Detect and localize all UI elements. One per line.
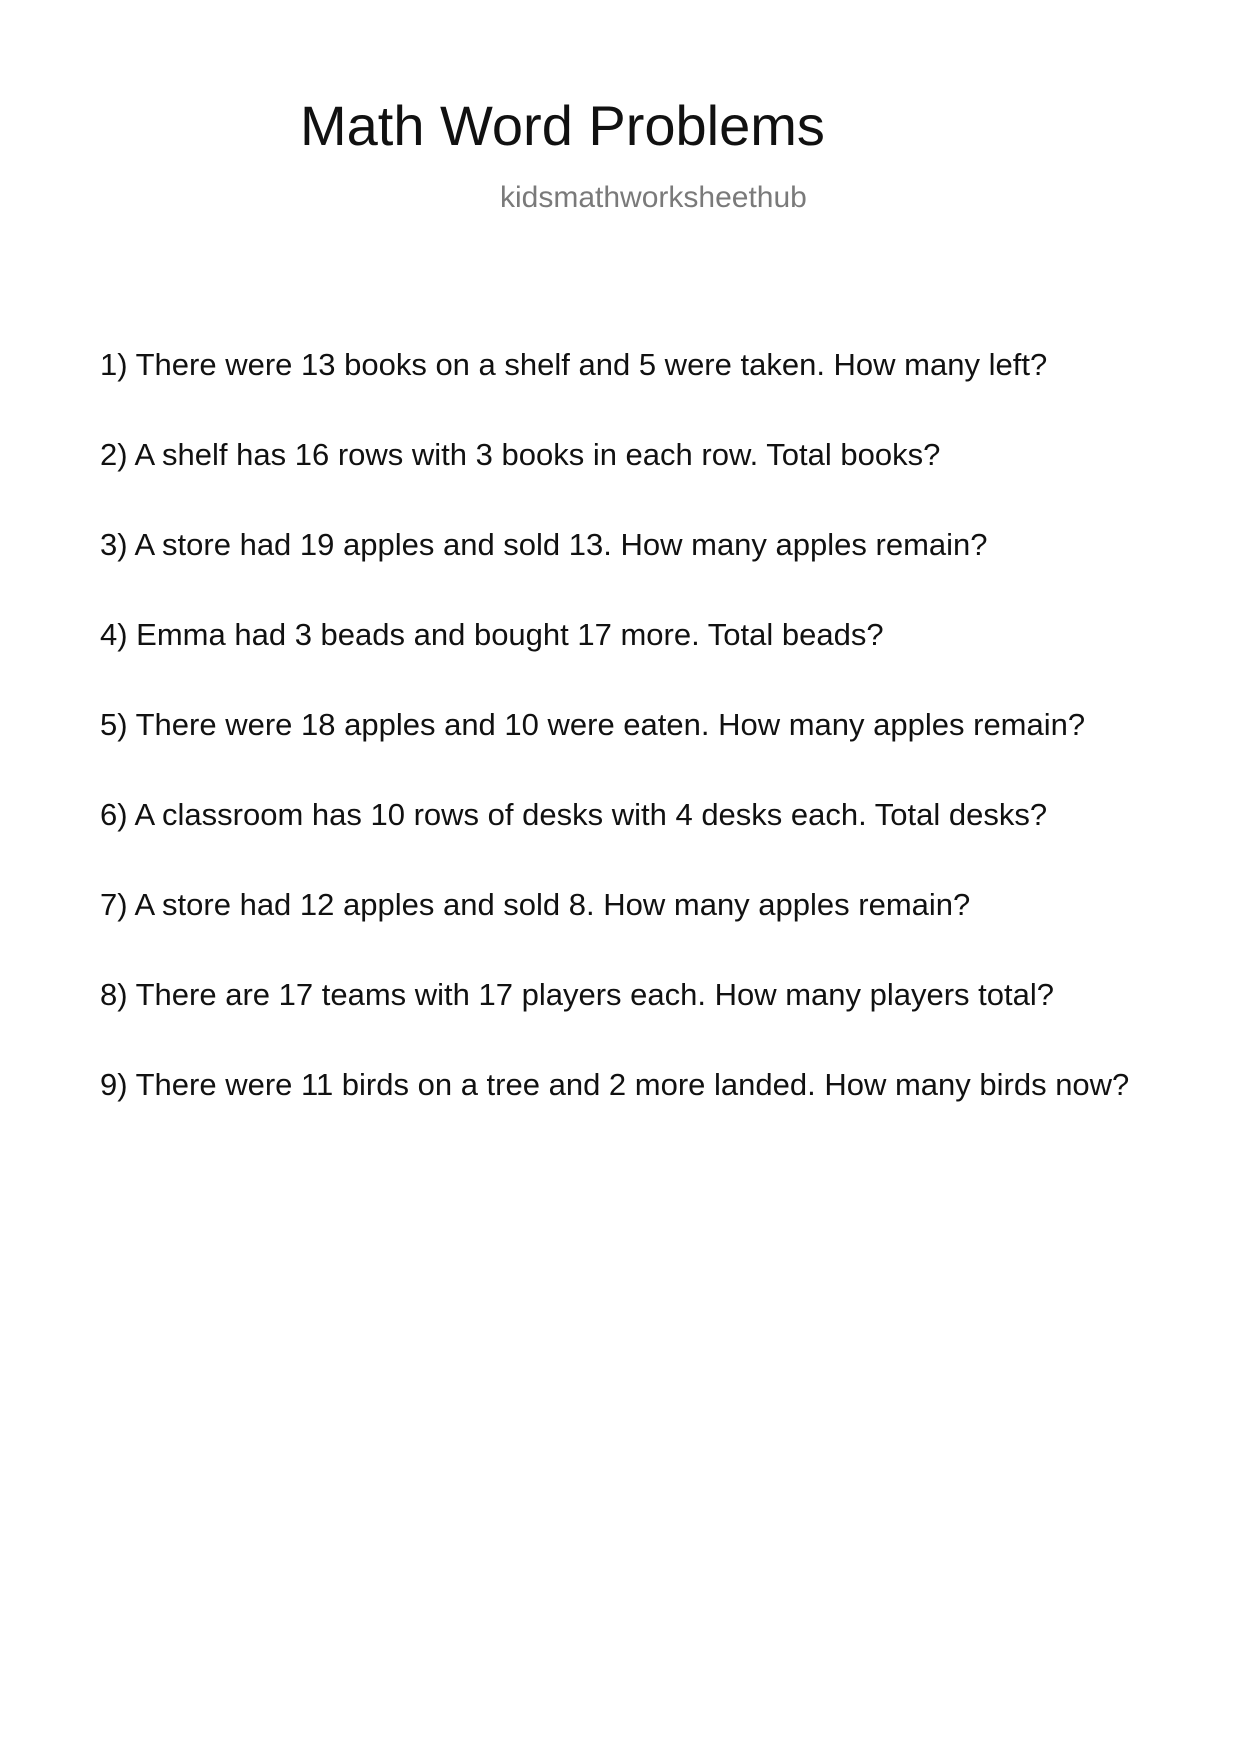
problem-item: 7) A store had 12 apples and sold 8. How many apples remain? <box>100 887 971 922</box>
problem-item: 4) Emma had 3 beads and bought 17 more. Total beads? <box>100 617 884 652</box>
problem-item: 6) A classroom has 10 rows of desks with 4 desks each. Total desks? <box>100 797 1048 832</box>
problem-item: 2) A shelf has 16 rows with 3 books in each row. Total books? <box>100 437 941 472</box>
problem-item: 3) A store had 19 apples and sold 13. How many apples remain? <box>100 527 988 562</box>
problem-item: 9) There were 11 birds on a tree and 2 more landed. How many birds now? <box>100 1067 1130 1102</box>
problem-list <box>100 349 1129 1159</box>
problem-item: 1) There were 13 books on a shelf and 5 were taken. How many left? <box>100 347 1048 382</box>
page-title: Math Word Problems <box>300 94 825 157</box>
page-subtitle: kidsmathworksheethub <box>500 181 807 214</box>
problem-item: 5) There were 18 apples and 10 were eaten. How many apples remain? <box>100 707 1086 742</box>
problem-item: 8) There are 17 teams with 17 players each. How many players total? <box>100 977 1055 1012</box>
